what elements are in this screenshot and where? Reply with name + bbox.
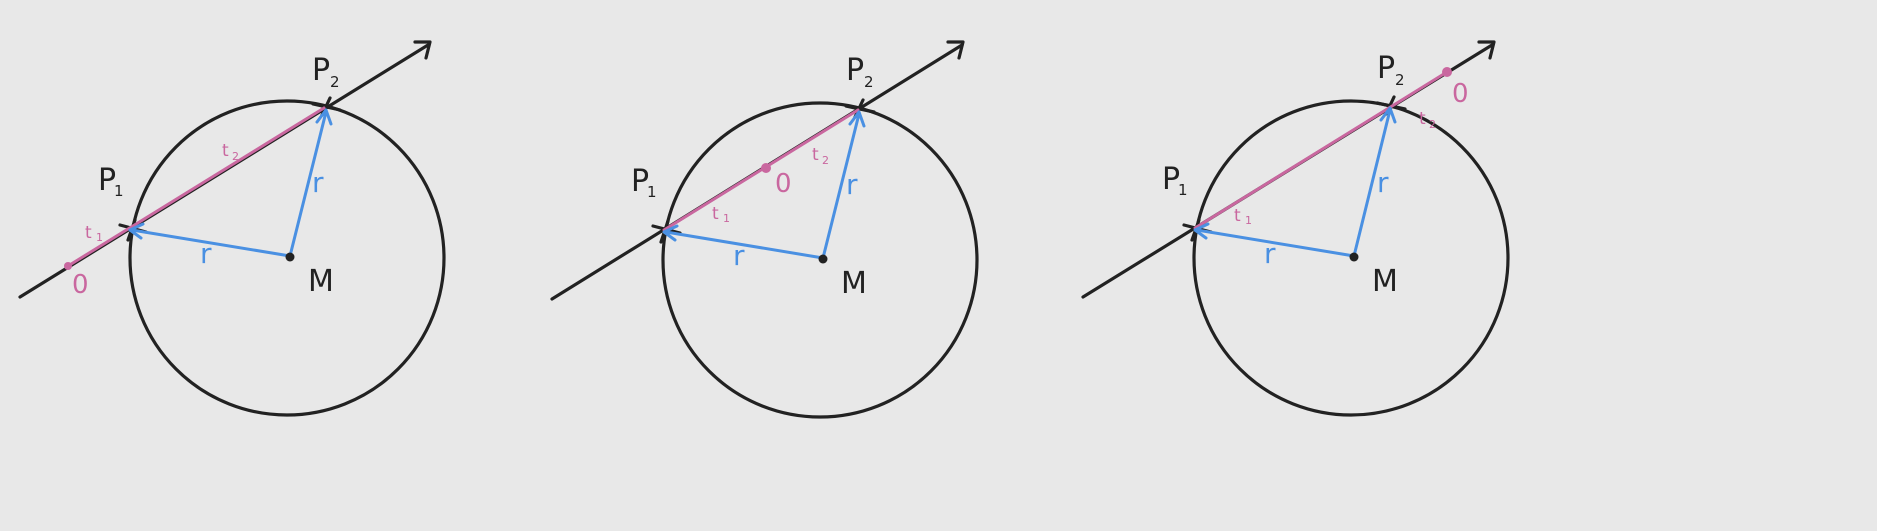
label-origin: 0 (775, 169, 792, 199)
label-t1: t (1234, 206, 1241, 226)
label-t1-sub: 1 (1245, 214, 1252, 227)
segment-p1-origin (1195, 72, 1447, 228)
label-t2: t (222, 141, 229, 161)
panel-3 (1083, 42, 1508, 415)
label-t1-sub: 1 (723, 212, 730, 225)
label-t2: t (1419, 109, 1426, 129)
panel-1 (20, 42, 444, 415)
center-point (286, 253, 295, 262)
origin-point (761, 163, 771, 173)
label-center: M (308, 264, 334, 299)
label-p1: P (631, 164, 650, 199)
label-radius-lower: r (1264, 237, 1276, 270)
label-t2-sub: 2 (1429, 118, 1436, 131)
label-p1: P (98, 163, 117, 198)
center-point (1350, 253, 1359, 262)
center-point (819, 255, 828, 264)
label-p1-sub: 1 (647, 183, 657, 201)
label-radius-upper: r (312, 166, 324, 199)
radius-to-p2 (290, 110, 331, 256)
label-p2-sub: 2 (1395, 71, 1405, 89)
panel-2 (552, 42, 977, 417)
label-p2-sub: 2 (864, 73, 874, 91)
label-p1-sub: 1 (1178, 181, 1188, 199)
origin-point (1442, 67, 1452, 77)
origin-point (64, 262, 72, 270)
label-t1: t (712, 204, 719, 224)
label-t2-sub: 2 (822, 154, 829, 167)
label-center: M (1372, 264, 1398, 299)
label-radius-lower: r (733, 239, 745, 272)
label-origin: 0 (1452, 79, 1469, 109)
label-t1-sub: 1 (96, 231, 103, 244)
label-p1: P (1162, 162, 1181, 197)
label-p2: P (846, 53, 865, 88)
label-p2-sub: 2 (330, 73, 340, 91)
label-radius-lower: r (200, 237, 212, 270)
label-center: M (841, 266, 867, 301)
label-radius-upper: r (846, 168, 858, 201)
label-p2: P (1377, 51, 1396, 86)
label-p1-sub: 1 (114, 182, 124, 200)
label-radius-upper: r (1377, 166, 1389, 199)
radius-to-p2 (823, 112, 864, 258)
label-t1: t (85, 223, 92, 243)
label-origin: 0 (72, 270, 89, 300)
label-t2: t (812, 145, 819, 165)
label-p2: P (312, 53, 331, 88)
label-t2-sub: 2 (232, 150, 239, 163)
radius-to-p2 (1354, 108, 1395, 256)
